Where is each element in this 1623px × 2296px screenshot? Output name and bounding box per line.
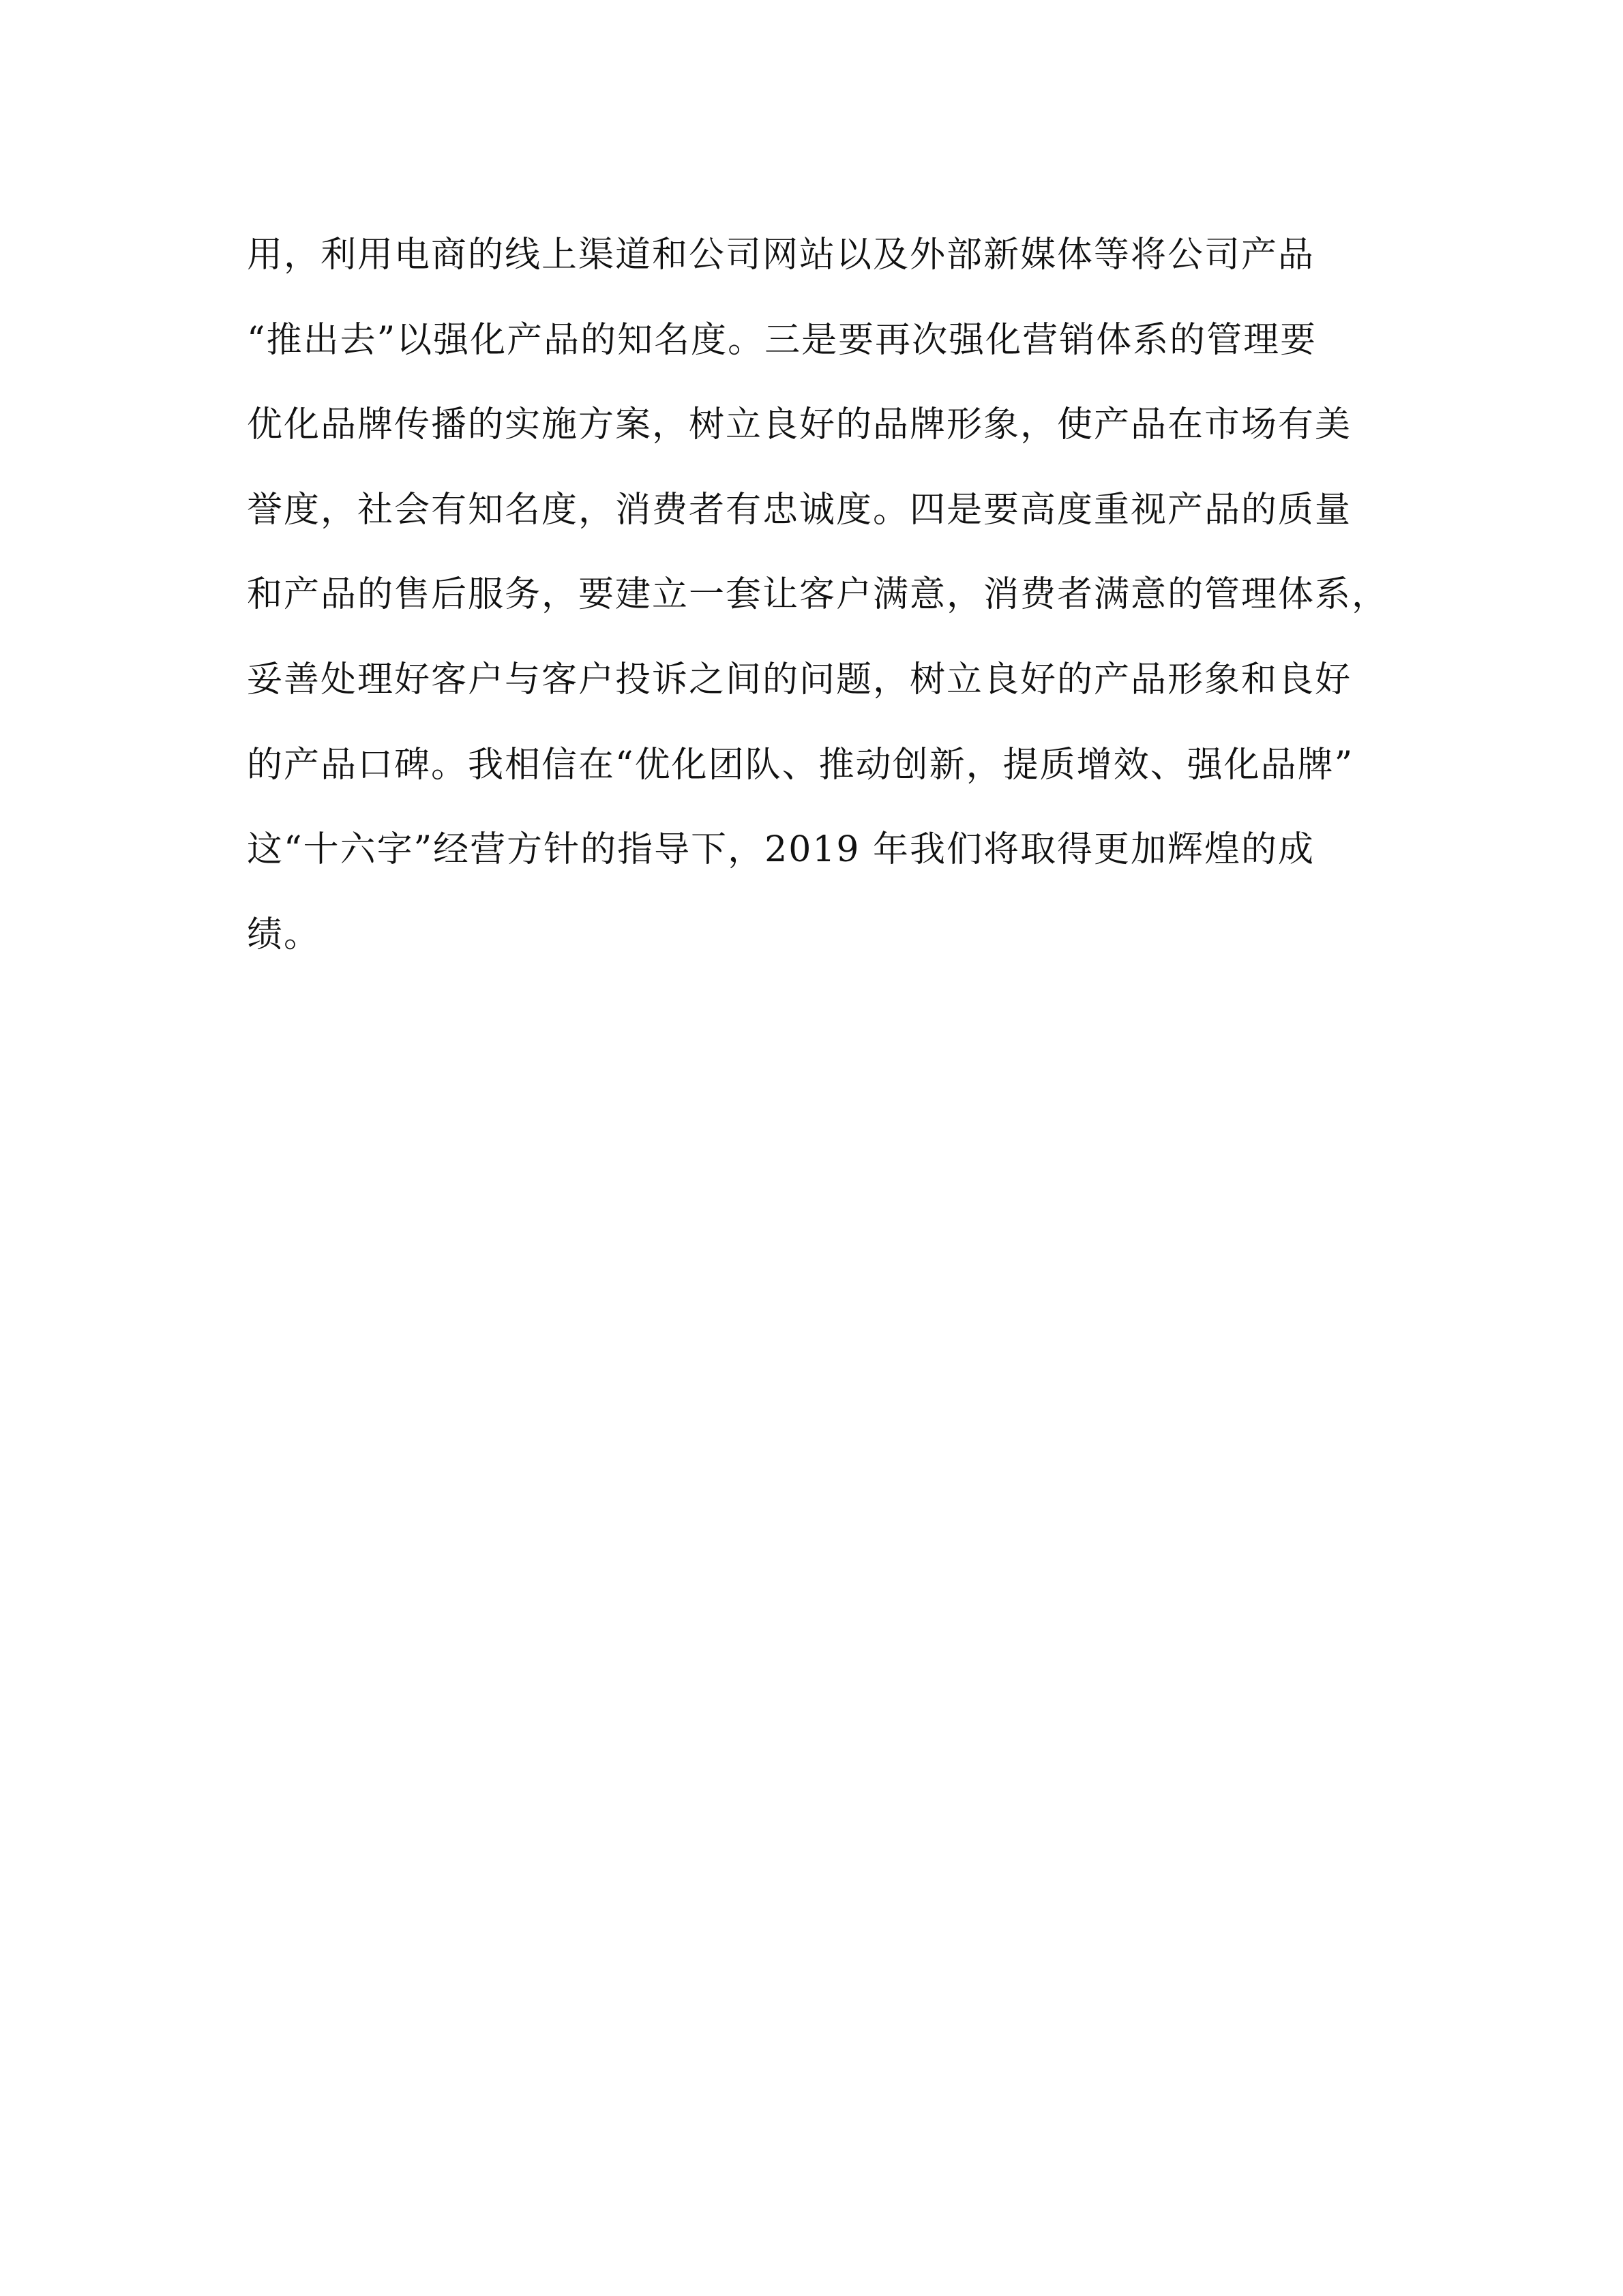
paragraph-line: 这“十六字”经营方针的指导下，2019 年我们将取得更加辉煌的成	[247, 829, 1315, 871]
paragraph-line: “推出去”以强化产品的知名度。三是要再次强化营销体系的管理要	[247, 319, 1317, 361]
paragraph-line: 优化品牌传播的实施方案，树立良好的品牌形象，使产品在市场有美	[247, 404, 1352, 446]
paragraph-line: 用，利用电商的线上渠道和公司网站以及外部新媒体等将公司产品	[247, 235, 1315, 275]
paragraph-line: 妥善处理好客户与客户投诉之间的问题，树立良好的产品形象和良好	[247, 659, 1352, 700]
paragraph-line: 誉度，社会有知名度，消费者有忠诚度。四是要高度重视产品的质量	[247, 489, 1352, 531]
body-paragraph	[247, 213, 1393, 977]
paragraph-line: 的产品口碑。我相信在“优化团队、推动创新，提质增效、强化品牌”	[247, 744, 1354, 786]
paragraph-line: 和产品的售后服务，要建立一套让客户满意，消费者满意的管理体系，	[247, 574, 1389, 616]
paragraph-line: 绩。	[247, 914, 321, 955]
